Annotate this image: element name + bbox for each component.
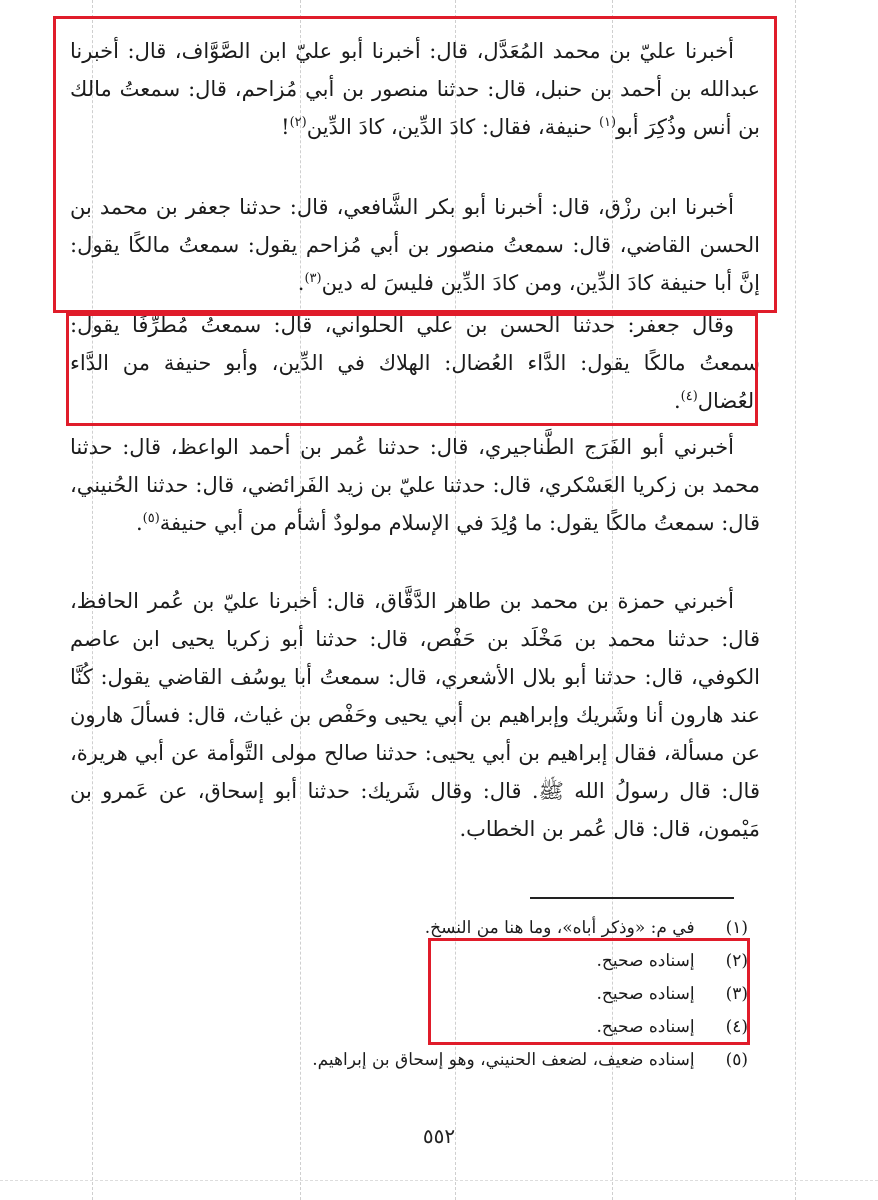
footnote-separator xyxy=(530,897,734,899)
footnote-text: في م: «وذكر أباه»، وما هنا من النسخ. xyxy=(424,918,695,938)
footnote-text: إسناده صحيح. xyxy=(596,1017,695,1037)
footnote-number: (١) xyxy=(725,918,748,938)
footnote-ref-4[interactable]: (٤) xyxy=(680,389,698,404)
scan-guide-line xyxy=(795,0,796,1200)
footnote-text: إسناده صحيح. xyxy=(596,951,695,971)
footnote-ref-2[interactable]: (٢) xyxy=(289,115,307,130)
footnote-ref-1[interactable]: (١) xyxy=(598,115,617,130)
footnote-item xyxy=(228,978,748,1011)
footnote-item xyxy=(228,912,748,945)
footnote-number: (٣) xyxy=(725,984,748,1004)
footnote-text: إسناده صحيح. xyxy=(596,984,695,1004)
footnote-item xyxy=(228,1011,748,1044)
scan-guide-line xyxy=(0,1180,878,1181)
paragraph-3: وقال جعفر: حدثنا الحسن بن علي الحلواني، قال: سمعتُ مُطرِّفًا يقول: سمعتُ مالكًا يقول: الدَّاء العُضال: الهلاك في الدِّين، وأبو حنيفة من الدَّاء العُضال$^{(٤)}$. xyxy=(70,313,760,413)
footnote-number: (٥) xyxy=(725,1050,748,1070)
paragraph-2: أخبرنا ابن رزْق، قال: أخبرنا أبو بكر الشَّافعي، قال: حدثنا جعفر بن محمد بن الحسن القاضي، قال: سمعتُ منصور بن أبي مُزاحم يقول: سمعتُ مالكًا يقول: إنَّ أبا حنيفة كادَ الدِّين، ومن كادَ الدِّين فليسَ له دين$^{(٣)}$. xyxy=(70,195,760,295)
paragraph-5: أخبرني حمزة بن محمد بن طاهر الدَّقَّاق، قال: أخبرنا عليّ بن عُمر الحافظ، قال: حدثنا محمد بن مَخْلَد بن حَفْص، قال: حدثنا أبو زكريا يحيى ابن عاصم الكوفي، قال: حدثنا أبو بلال الأشعري، قال: سمعتُ أبا يوسُف القاضي يقول: كُنَّا عند هارون أنا وشَريك وإبراهيم بن أبي يحيى وحَفْص بن غياث، قال: فسألَ هارون عن مسألة، فقال إبراهيم بن أبي يحيى: حدثنا صالح مولى التَّوأمة عن أبي هريرة، قال: قال رسولُ الله ﷺ. قال: وقال شَريك: حدثنا أبو إسحاق، عن عَمرو بن مَيْمون، قال: قال عُمر بن الخطاب. xyxy=(70,589,760,841)
footnote-number: (٢) xyxy=(725,951,748,971)
footnote-ref-5[interactable]: (٥) xyxy=(142,511,160,526)
footnote-item xyxy=(228,945,748,978)
footnotes xyxy=(228,912,748,1077)
paragraph-4: أخبرني أبو الفَرَج الطَّناجيري، قال: حدثنا عُمر بن أحمد الواعظ، قال: حدثنا محمد بن زكريا العَسْكري، قال: حدثنا عليّ بن زيد الفَرائضي، قال: حدثنا الحُنيني، قال: سمعتُ مالكًا يقول: ما وُلِدَ في الإسلام مولودٌ أشأم من أبي حنيفة$^{(٥)}$. xyxy=(70,435,760,535)
footnote-text: إسناده ضعيف، لضعف الحنيني، وهو إسحاق بن إبراهيم. xyxy=(312,1050,695,1070)
page-number: ٥٥٢ xyxy=(422,1124,456,1148)
footnote-ref-3[interactable]: (٣) xyxy=(304,271,322,286)
footnote-item xyxy=(228,1044,748,1077)
footnote-number: (٤) xyxy=(725,1017,748,1037)
paragraph-1: أخبرنا عليّ بن محمد المُعَدَّل، قال: أخبرنا أبو عليّ ابن الصَّوَّاف، قال: أخبرنا عبدالله بن أحمد بن حنبل، قال: حدثنا منصور بن أبي مُزاحم، قال: سمعتُ مالك بن أنس وذُكِرَ أبو$^{(١)}$ حنيفة، فقال: كادَ الدِّين، كادَ الدِّين$^{(٢)}$! xyxy=(70,39,760,139)
